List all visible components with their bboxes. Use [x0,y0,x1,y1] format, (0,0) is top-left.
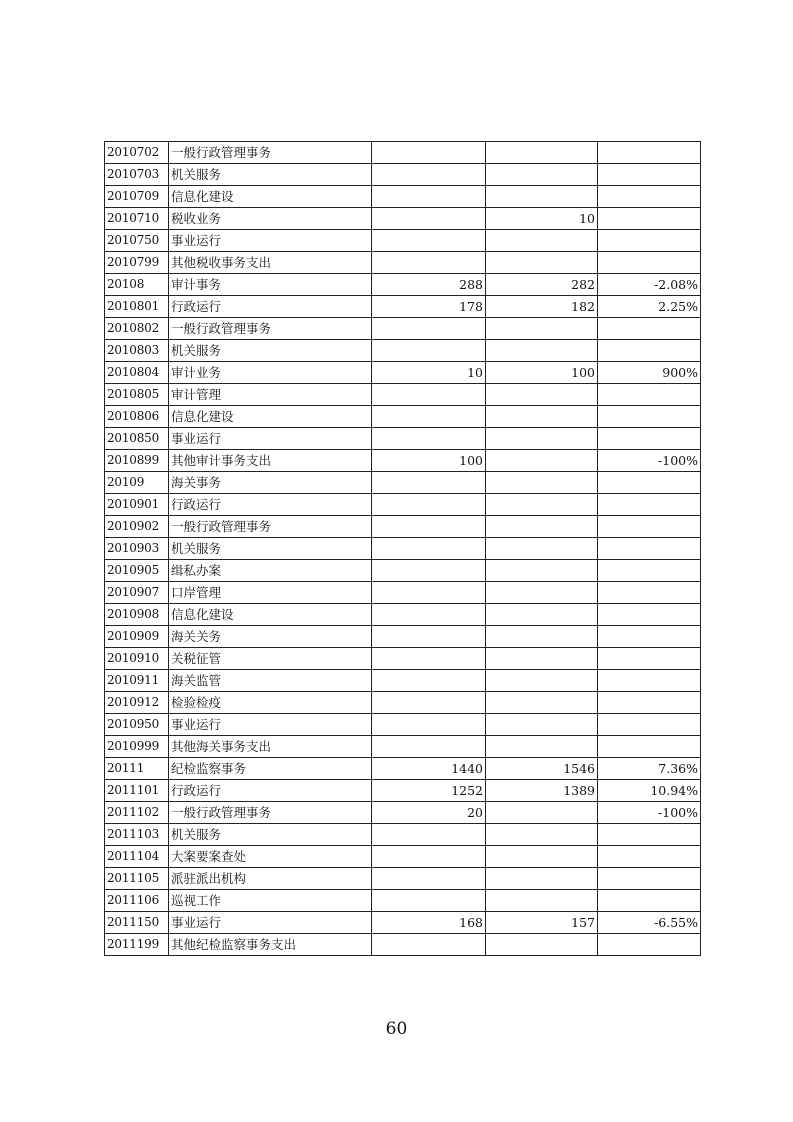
current-amount-cell [486,692,598,714]
change-rate-cell [598,538,701,560]
budget-table-body [105,142,701,956]
account-code-cell: 2010908 [105,604,169,626]
prior-amount-cell: 1252 [372,780,486,802]
current-amount-cell [486,714,598,736]
change-rate-cell [598,714,701,736]
account-code-cell: 2010805 [105,384,169,406]
current-amount-cell: 100 [486,362,598,384]
account-code-cell: 2010804 [105,362,169,384]
account-code-cell: 20108 [105,274,169,296]
current-amount-cell: 1389 [486,780,598,802]
change-rate-cell [598,648,701,670]
prior-amount-cell [372,428,486,450]
prior-amount-cell [372,208,486,230]
table-row [105,670,701,692]
prior-amount-cell [372,868,486,890]
account-code-cell: 2011106 [105,890,169,912]
table-row [105,230,701,252]
item-name-cell: 审计管理 [169,384,372,406]
account-code-cell: 2011199 [105,934,169,956]
account-code-cell: 20111 [105,758,169,780]
change-rate-cell [598,384,701,406]
account-code-cell: 2010806 [105,406,169,428]
item-name-cell: 一般行政管理事务 [169,516,372,538]
change-rate-cell: 10.94% [598,780,701,802]
account-code-cell: 2010899 [105,450,169,472]
item-name-cell: 海关事务 [169,472,372,494]
page-number: 60 [385,1019,408,1039]
current-amount-cell [486,626,598,648]
item-name-cell: 行政运行 [169,296,372,318]
table-row [105,296,701,318]
current-amount-cell [486,868,598,890]
table-row [105,890,701,912]
item-name-cell: 一般行政管理事务 [169,802,372,824]
item-name-cell: 机关服务 [169,538,372,560]
account-code-cell: 2010912 [105,692,169,714]
item-name-cell: 巡视工作 [169,890,372,912]
current-amount-cell [486,582,598,604]
table-row [105,714,701,736]
table-row [105,560,701,582]
current-amount-cell [486,186,598,208]
item-name-cell: 纪检监察事务 [169,758,372,780]
item-name-cell: 机关服务 [169,340,372,362]
current-amount-cell [486,802,598,824]
item-name-cell: 事业运行 [169,714,372,736]
prior-amount-cell [372,582,486,604]
change-rate-cell [598,560,701,582]
current-amount-cell: 157 [486,912,598,934]
item-name-cell: 其他纪检监察事务支出 [169,934,372,956]
change-rate-cell [598,230,701,252]
prior-amount-cell [372,164,486,186]
current-amount-cell [486,142,598,164]
table-row [105,604,701,626]
current-amount-cell [486,428,598,450]
item-name-cell: 行政运行 [169,780,372,802]
table-row [105,186,701,208]
change-rate-cell [598,582,701,604]
change-rate-cell [598,186,701,208]
prior-amount-cell [372,230,486,252]
change-rate-cell [598,142,701,164]
item-name-cell: 事业运行 [169,912,372,934]
budget-table [104,141,701,956]
item-name-cell: 一般行政管理事务 [169,318,372,340]
account-code-cell: 2010709 [105,186,169,208]
account-code-cell: 2010850 [105,428,169,450]
prior-amount-cell [372,494,486,516]
change-rate-cell [598,406,701,428]
item-name-cell: 大案要案查处 [169,846,372,868]
prior-amount-cell [372,560,486,582]
current-amount-cell [486,252,598,274]
change-rate-cell [598,824,701,846]
item-name-cell: 信息化建设 [169,604,372,626]
table-row [105,780,701,802]
current-amount-cell [486,560,598,582]
change-rate-cell [598,604,701,626]
table-row [105,582,701,604]
change-rate-cell [598,340,701,362]
current-amount-cell [486,670,598,692]
change-rate-cell [598,670,701,692]
prior-amount-cell: 100 [372,450,486,472]
item-name-cell: 海关监管 [169,670,372,692]
current-amount-cell [486,230,598,252]
account-code-cell: 2010803 [105,340,169,362]
account-code-cell: 2011104 [105,846,169,868]
change-rate-cell: 7.36% [598,758,701,780]
table-row [105,340,701,362]
current-amount-cell [486,164,598,186]
item-name-cell: 缉私办案 [169,560,372,582]
table-row [105,142,701,164]
table-row [105,758,701,780]
account-code-cell: 2010702 [105,142,169,164]
account-code-cell: 2011150 [105,912,169,934]
table-row [105,406,701,428]
current-amount-cell [486,384,598,406]
prior-amount-cell: 20 [372,802,486,824]
prior-amount-cell [372,670,486,692]
current-amount-cell: 10 [486,208,598,230]
current-amount-cell [486,494,598,516]
table-row [105,208,701,230]
prior-amount-cell: 10 [372,362,486,384]
change-rate-cell: -6.55% [598,912,701,934]
prior-amount-cell [372,406,486,428]
account-code-cell: 2010903 [105,538,169,560]
change-rate-cell [598,692,701,714]
change-rate-cell: 2.25% [598,296,701,318]
account-code-cell: 2010907 [105,582,169,604]
prior-amount-cell [372,934,486,956]
table-row [105,472,701,494]
current-amount-cell [486,846,598,868]
current-amount-cell [486,934,598,956]
item-name-cell: 口岸管理 [169,582,372,604]
table-row [105,362,701,384]
table-row [105,164,701,186]
change-rate-cell: 900% [598,362,701,384]
change-rate-cell [598,516,701,538]
prior-amount-cell [372,714,486,736]
table-row [105,934,701,956]
prior-amount-cell [372,890,486,912]
table-row [105,274,701,296]
current-amount-cell [486,406,598,428]
current-amount-cell [486,604,598,626]
prior-amount-cell: 1440 [372,758,486,780]
prior-amount-cell [372,516,486,538]
current-amount-cell [486,538,598,560]
item-name-cell: 审计事务 [169,274,372,296]
account-code-cell: 2011102 [105,802,169,824]
change-rate-cell [598,252,701,274]
prior-amount-cell: 168 [372,912,486,934]
item-name-cell: 行政运行 [169,494,372,516]
item-name-cell: 关税征管 [169,648,372,670]
table-row [105,846,701,868]
current-amount-cell [486,450,598,472]
change-rate-cell [598,736,701,758]
account-code-cell: 2010950 [105,714,169,736]
current-amount-cell: 182 [486,296,598,318]
table-row [105,648,701,670]
prior-amount-cell [372,736,486,758]
item-name-cell: 信息化建设 [169,406,372,428]
current-amount-cell [486,472,598,494]
item-name-cell: 事业运行 [169,428,372,450]
account-code-cell: 2010802 [105,318,169,340]
prior-amount-cell [372,142,486,164]
item-name-cell: 检验检疫 [169,692,372,714]
table-row [105,692,701,714]
change-rate-cell: -100% [598,802,701,824]
change-rate-cell [598,846,701,868]
table-row [105,450,701,472]
table-row [105,428,701,450]
prior-amount-cell [372,340,486,362]
account-code-cell: 2010910 [105,648,169,670]
account-code-cell: 20109 [105,472,169,494]
prior-amount-cell: 178 [372,296,486,318]
current-amount-cell: 282 [486,274,598,296]
account-code-cell: 2010999 [105,736,169,758]
current-amount-cell [486,516,598,538]
change-rate-cell [598,428,701,450]
current-amount-cell [486,648,598,670]
item-name-cell: 机关服务 [169,824,372,846]
table-row [105,384,701,406]
change-rate-cell [598,208,701,230]
table-row [105,494,701,516]
change-rate-cell [598,472,701,494]
account-code-cell: 2011103 [105,824,169,846]
account-code-cell: 2011101 [105,780,169,802]
table-row [105,824,701,846]
change-rate-cell: -100% [598,450,701,472]
account-code-cell: 2010799 [105,252,169,274]
change-rate-cell [598,868,701,890]
account-code-cell: 2010801 [105,296,169,318]
prior-amount-cell [372,692,486,714]
current-amount-cell [486,736,598,758]
item-name-cell: 一般行政管理事务 [169,142,372,164]
account-code-cell: 2010902 [105,516,169,538]
change-rate-cell [598,164,701,186]
account-code-cell: 2010750 [105,230,169,252]
table-row [105,868,701,890]
account-code-cell: 2010901 [105,494,169,516]
account-code-cell: 2010905 [105,560,169,582]
change-rate-cell [598,494,701,516]
item-name-cell: 海关关务 [169,626,372,648]
account-code-cell: 2011105 [105,868,169,890]
prior-amount-cell [372,824,486,846]
prior-amount-cell [372,472,486,494]
account-code-cell: 2010703 [105,164,169,186]
change-rate-cell [598,890,701,912]
current-amount-cell [486,824,598,846]
current-amount-cell [486,340,598,362]
prior-amount-cell [372,318,486,340]
item-name-cell: 派驻派出机构 [169,868,372,890]
table-row [105,802,701,824]
account-code-cell: 2010911 [105,670,169,692]
table-row [105,516,701,538]
prior-amount-cell [372,626,486,648]
account-code-cell: 2010710 [105,208,169,230]
prior-amount-cell [372,538,486,560]
item-name-cell: 机关服务 [169,164,372,186]
prior-amount-cell [372,186,486,208]
current-amount-cell [486,890,598,912]
item-name-cell: 事业运行 [169,230,372,252]
item-name-cell: 信息化建设 [169,186,372,208]
change-rate-cell [598,934,701,956]
change-rate-cell [598,318,701,340]
prior-amount-cell [372,252,486,274]
item-name-cell: 其他海关事务支出 [169,736,372,758]
current-amount-cell: 1546 [486,758,598,780]
prior-amount-cell [372,604,486,626]
change-rate-cell: -2.08% [598,274,701,296]
prior-amount-cell [372,648,486,670]
prior-amount-cell [372,846,486,868]
table-row [105,538,701,560]
item-name-cell: 其他审计事务支出 [169,450,372,472]
table-row [105,736,701,758]
table-row [105,252,701,274]
table-row [105,912,701,934]
current-amount-cell [486,318,598,340]
item-name-cell: 税收业务 [169,208,372,230]
prior-amount-cell: 288 [372,274,486,296]
account-code-cell: 2010909 [105,626,169,648]
item-name-cell: 其他税收事务支出 [169,252,372,274]
table-row [105,626,701,648]
change-rate-cell [598,626,701,648]
item-name-cell: 审计业务 [169,362,372,384]
prior-amount-cell [372,384,486,406]
table-row [105,318,701,340]
